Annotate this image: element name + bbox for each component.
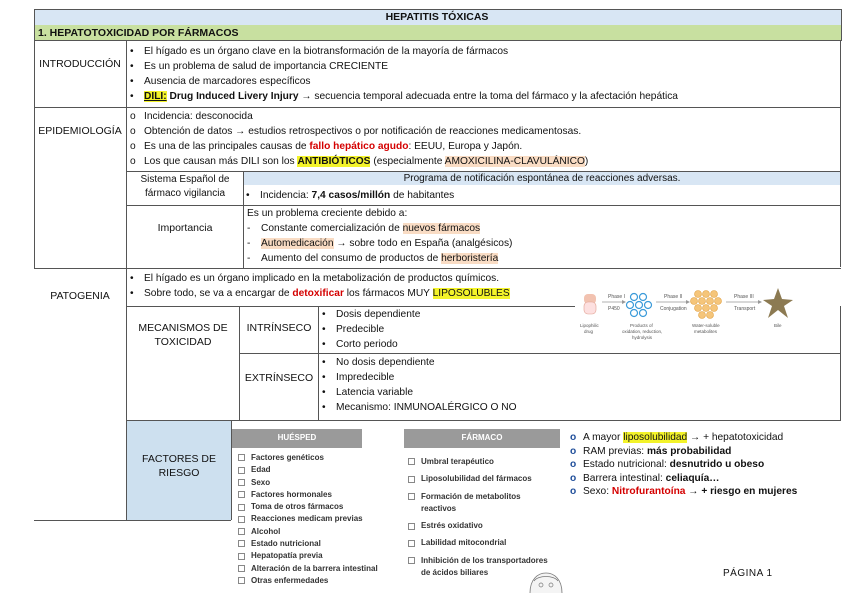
extr-item: • Mecanismo: INMUNOALÉRGICO O NO <box>322 402 517 413</box>
extr-list <box>322 355 517 415</box>
intro-item: • Es un problema de salud de importancia CRECIENTE <box>130 61 389 72</box>
huesped-item: Edad <box>238 464 378 476</box>
risk-item: o A mayor liposolubilidad → + hepatotoxicidad <box>570 432 784 443</box>
page-number: PÁGINA 1 <box>723 568 773 579</box>
intr-list <box>322 307 420 352</box>
mec-label: MECANISMOS DE TOXICIDAD <box>138 322 228 348</box>
document-title: HEPATITIS TÓXICAS <box>385 11 489 23</box>
huesped-item: Toma de otros fármacos <box>238 501 378 513</box>
farmaco-item: Umbral terapéutico <box>408 456 548 468</box>
farmaco-item: Liposolubilidad del fármacos <box>408 473 548 485</box>
huesped-item: Alteración de la barrera intestinal <box>238 563 378 575</box>
huesped-item: Alcohol <box>238 526 378 538</box>
capsule-icon <box>584 294 596 314</box>
huesped-title: HUÉSPED <box>277 433 317 442</box>
epi-item: o Los que causan más DILI son los ANTIBIÓTICOS (especialmente AMOXICILINA-CLAVULÁNICO) <box>130 156 589 167</box>
intro-item: • El hígado es un órgano clave en la biotransformación de la mayoría de fármacos <box>130 46 509 57</box>
sub2-list <box>247 206 512 266</box>
extr-item: • No dosis dependiente <box>322 357 435 368</box>
fr-label: FACTORES DE RIESGO <box>142 453 216 479</box>
huesped-item: Otras enfermedades <box>238 575 378 587</box>
sub2-line: - Automedicación → sobre todo en España (analgésicos) <box>247 238 513 249</box>
huesped-item: Factores genéticos <box>238 452 378 464</box>
metabolites-cluster-icon <box>691 291 722 319</box>
risk-item: o Sexo: Nitrofurantoína → + riesgo en mujeres <box>570 486 798 497</box>
section-title: 1. HEPATOTOXICIDAD POR FÁRMACOS <box>38 27 239 39</box>
extr-item: • Latencia variable <box>322 387 414 398</box>
risk-item: o RAM previas: más probabilidad <box>570 445 732 457</box>
intr-item: • Dosis dependiente <box>322 309 421 320</box>
sub1-bullet: • Incidencia: 7,4 casos/millón de habitantes <box>246 190 455 201</box>
metabolism-diagram <box>578 280 808 348</box>
sub2-line: Es un problema creciente debido a: <box>247 208 408 219</box>
sub2-label: Importancia <box>157 222 213 234</box>
intr-label: INTRÍNSECO <box>246 322 312 334</box>
bile-label: Bile <box>774 323 782 328</box>
epi-item: o Incidencia: desconocida <box>130 111 253 122</box>
farmaco-item: Labilidad mitocondrial <box>408 537 548 549</box>
products-cluster-icon <box>627 294 652 317</box>
phase1-label: Phase I <box>608 294 625 300</box>
sub1-heading: Programa de notificación espontánea de reacciones adversas. <box>403 173 681 184</box>
pato-label: PATOGENIA <box>50 290 110 302</box>
intr-item: • Corto periodo <box>322 339 398 350</box>
intro-list <box>130 44 678 104</box>
huesped-item: Reacciones medicam previas <box>238 513 378 525</box>
farmaco-item-cont: de ácidos biliares <box>421 568 489 578</box>
farmaco-item-cont: reactivos <box>421 503 457 513</box>
farmaco-title: FÁRMACO <box>461 433 503 442</box>
risk-item: o Barrera intestinal: celiaquía… <box>570 472 720 484</box>
sub2-line: - Aumento del consumo de productos de herboristería <box>247 253 499 264</box>
farmaco-item: Formación de metabolitos <box>408 491 548 503</box>
water-soluble-label-2: metabolites <box>694 329 718 334</box>
intro-item: • Ausencia de marcadores específicos <box>130 76 311 87</box>
phase2-label: Phase II <box>664 294 683 300</box>
extr-item: • Impredecible <box>322 372 395 383</box>
lipophilic-label-2: drug <box>584 329 594 334</box>
pato-item: • Sobre todo, se va a encargar de detoxificar los fármacos MUY LIPOSOLUBLES <box>130 288 510 299</box>
huesped-item: Factores hormonales <box>238 489 378 501</box>
conjugation-label: Conjugation <box>660 306 687 312</box>
intro-item: • DILI: Drug Induced Livery Injury → secuencia temporal adecuada entre la toma del fármaco y la afectación hepática <box>130 91 678 102</box>
farmaco-item: Inhibición de los transportadores <box>408 555 548 567</box>
epi-list <box>130 109 588 169</box>
huesped-list <box>238 452 378 587</box>
epi-item: o Obtención de datos → estudios retrospectivos o por notificación de reacciones medicamentosas. <box>130 126 582 137</box>
epi-item: o Es una de las principales causas de fallo hepático agudo: EEUU, Europa y Japón. <box>130 141 523 152</box>
transport-label: Transport <box>734 306 756 312</box>
water-soluble-label-1: Water-soluble <box>692 323 720 328</box>
products-label-2: oxidation, reduction, <box>622 329 663 334</box>
pato-item: • El hígado es un órgano implicado en la metabolización de productos químicos. <box>130 273 500 284</box>
intro-label: INTRODUCCIÓN <box>39 58 121 70</box>
sub1-label: Sistema Español de fármaco vigilancia <box>140 174 230 199</box>
farmaco-list <box>408 456 548 579</box>
huesped-item: Estado nutricional <box>238 538 378 550</box>
farmaco-item: Estrés oxidativo <box>408 520 548 532</box>
lipophilic-label-1: Lipophilic <box>580 323 599 328</box>
phase3-label: Phase III <box>734 294 754 300</box>
huesped-item: Hepatopatía previa <box>238 550 378 562</box>
pato-list <box>130 271 510 301</box>
p450-label: P450 <box>608 306 620 312</box>
intr-item: • Predecible <box>322 324 385 335</box>
risk-item: o Estado nutricional: desnutrido u obeso <box>570 459 765 470</box>
epi-label: EPIDEMIOLOGÍA <box>38 125 122 137</box>
extr-label: EXTRÍNSECO <box>244 372 314 384</box>
bile-star-icon <box>763 288 793 318</box>
products-label-3: hydrolysis <box>632 335 653 340</box>
products-label-1: Products of <box>630 323 653 328</box>
huesped-item: Sexo <box>238 477 378 489</box>
cartoon-face-icon <box>526 571 566 593</box>
sub2-line: - Constante comercialización de nuevos fármacos <box>247 223 481 234</box>
risk-list <box>570 431 797 499</box>
